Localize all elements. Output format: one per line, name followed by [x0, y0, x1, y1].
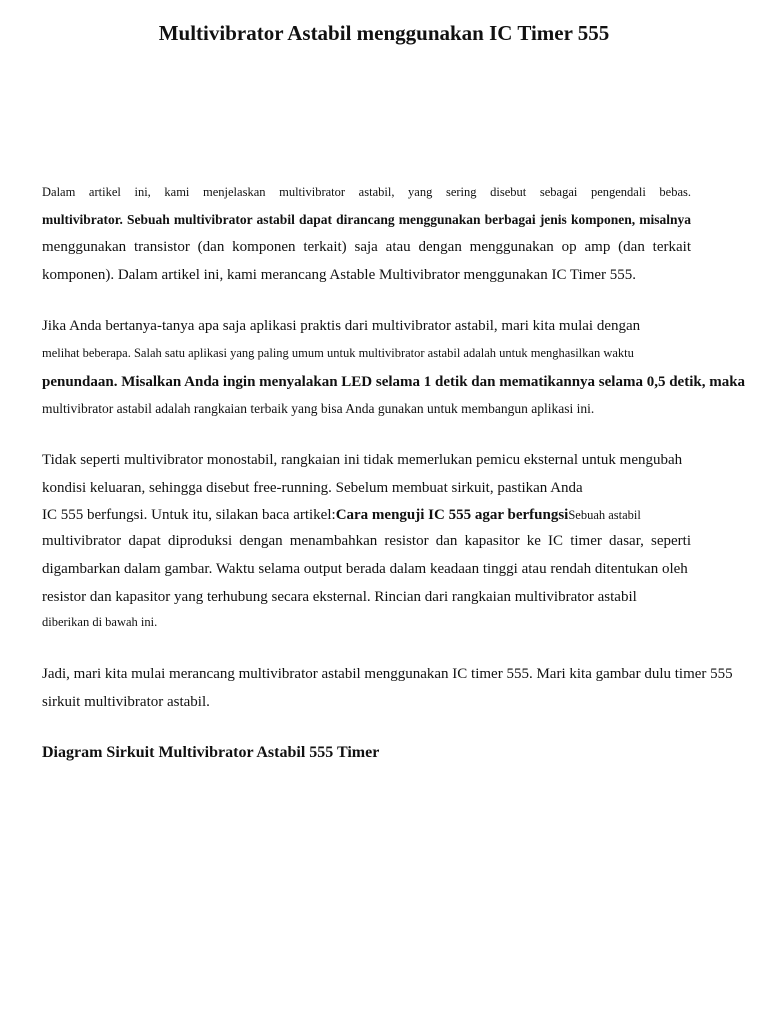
paragraph-2-line-3: penundaan. Misalkan Anda ingin menyalakan LED selama 1 detik dan mematikannya selama 0,5 detik, maka	[42, 374, 746, 390]
paragraph-1-line-3: menggunakan transistor (dan komponen terkait) saja atau dengan menggunakan op amp (dan terkait	[42, 239, 691, 255]
paragraph-3-line-2: kondisi keluaran, sehingga disebut free-running. Sebelum membuat sirkuit, pastikan Anda	[42, 480, 583, 496]
paragraph-3-line-3-text: IC 555 berfungsi. Untuk itu, silakan baca artikel:	[42, 507, 336, 523]
page-title: Multivibrator Astabil menggunakan IC Timer 555	[158, 21, 610, 45]
paragraph-1-line-2: multivibrator. Sebuah multivibrator astabil dapat dirancang menggunakan berbagai jenis komponen, misalnya	[42, 212, 691, 227]
paragraph-2-line-1: Jika Anda bertanya-tanya apa saja aplikasi praktis dari multivibrator astabil, mari kita mulai dengan	[42, 318, 641, 334]
paragraph-1-line-1: Dalam artikel ini, kami menjelaskan multivibrator astabil, yang sering disebut sebagai pengendali bebas.	[42, 185, 691, 199]
paragraph-3-line-1: Tidak seperti multivibrator monostabil, rangkaian ini tidak memerlukan pemicu eksternal untuk mengubah	[42, 452, 683, 468]
paragraph-3-line-7: diberikan di bawah ini.	[42, 615, 158, 629]
paragraph-3-line-6: resistor dan kapasitor yang terhubung secara eksternal. Rincian dari rangkaian multivibrator astabil	[42, 589, 637, 605]
paragraph-4-line-1: Jadi, mari kita mulai merancang multivibrator astabil menggunakan IC timer 555. Mari kita gambar dulu timer 555	[42, 666, 733, 682]
paragraph-3-line-3	[42, 507, 641, 524]
paragraph-1-line-4: komponen). Dalam artikel ini, kami merancang Astable Multivibrator menggunakan IC Timer 555.	[42, 267, 637, 283]
paragraph-3-line-5: digambarkan dalam gambar. Waktu selama output berada dalam keadaan tinggi atau rendah ditentukan oleh	[42, 561, 688, 577]
paragraph-2-line-2: melihat beberapa. Salah satu aplikasi yang paling umum untuk multivibrator astabil adalah untuk menghasilkan waktu	[42, 346, 634, 360]
paragraph-2-line-4: multivibrator astabil adalah rangkaian terbaik yang bisa Anda gunakan untuk membangun aplikasi ini.	[42, 401, 595, 416]
article-link[interactable]: Cara menguji IC 555 agar berfungsi	[335, 507, 569, 523]
paragraph-3-line-4: multivibrator dapat diproduksi dengan menambahkan resistor dan kapasitor ke IC timer dasar, seperti	[42, 533, 691, 549]
paragraph-4-line-2: sirkuit multivibrator astabil.	[42, 694, 210, 710]
paragraph-3-line-3-tail: Sebuah astabil	[568, 508, 641, 522]
section-heading: Diagram Sirkuit Multivibrator Astabil 555 Timer	[42, 744, 380, 761]
